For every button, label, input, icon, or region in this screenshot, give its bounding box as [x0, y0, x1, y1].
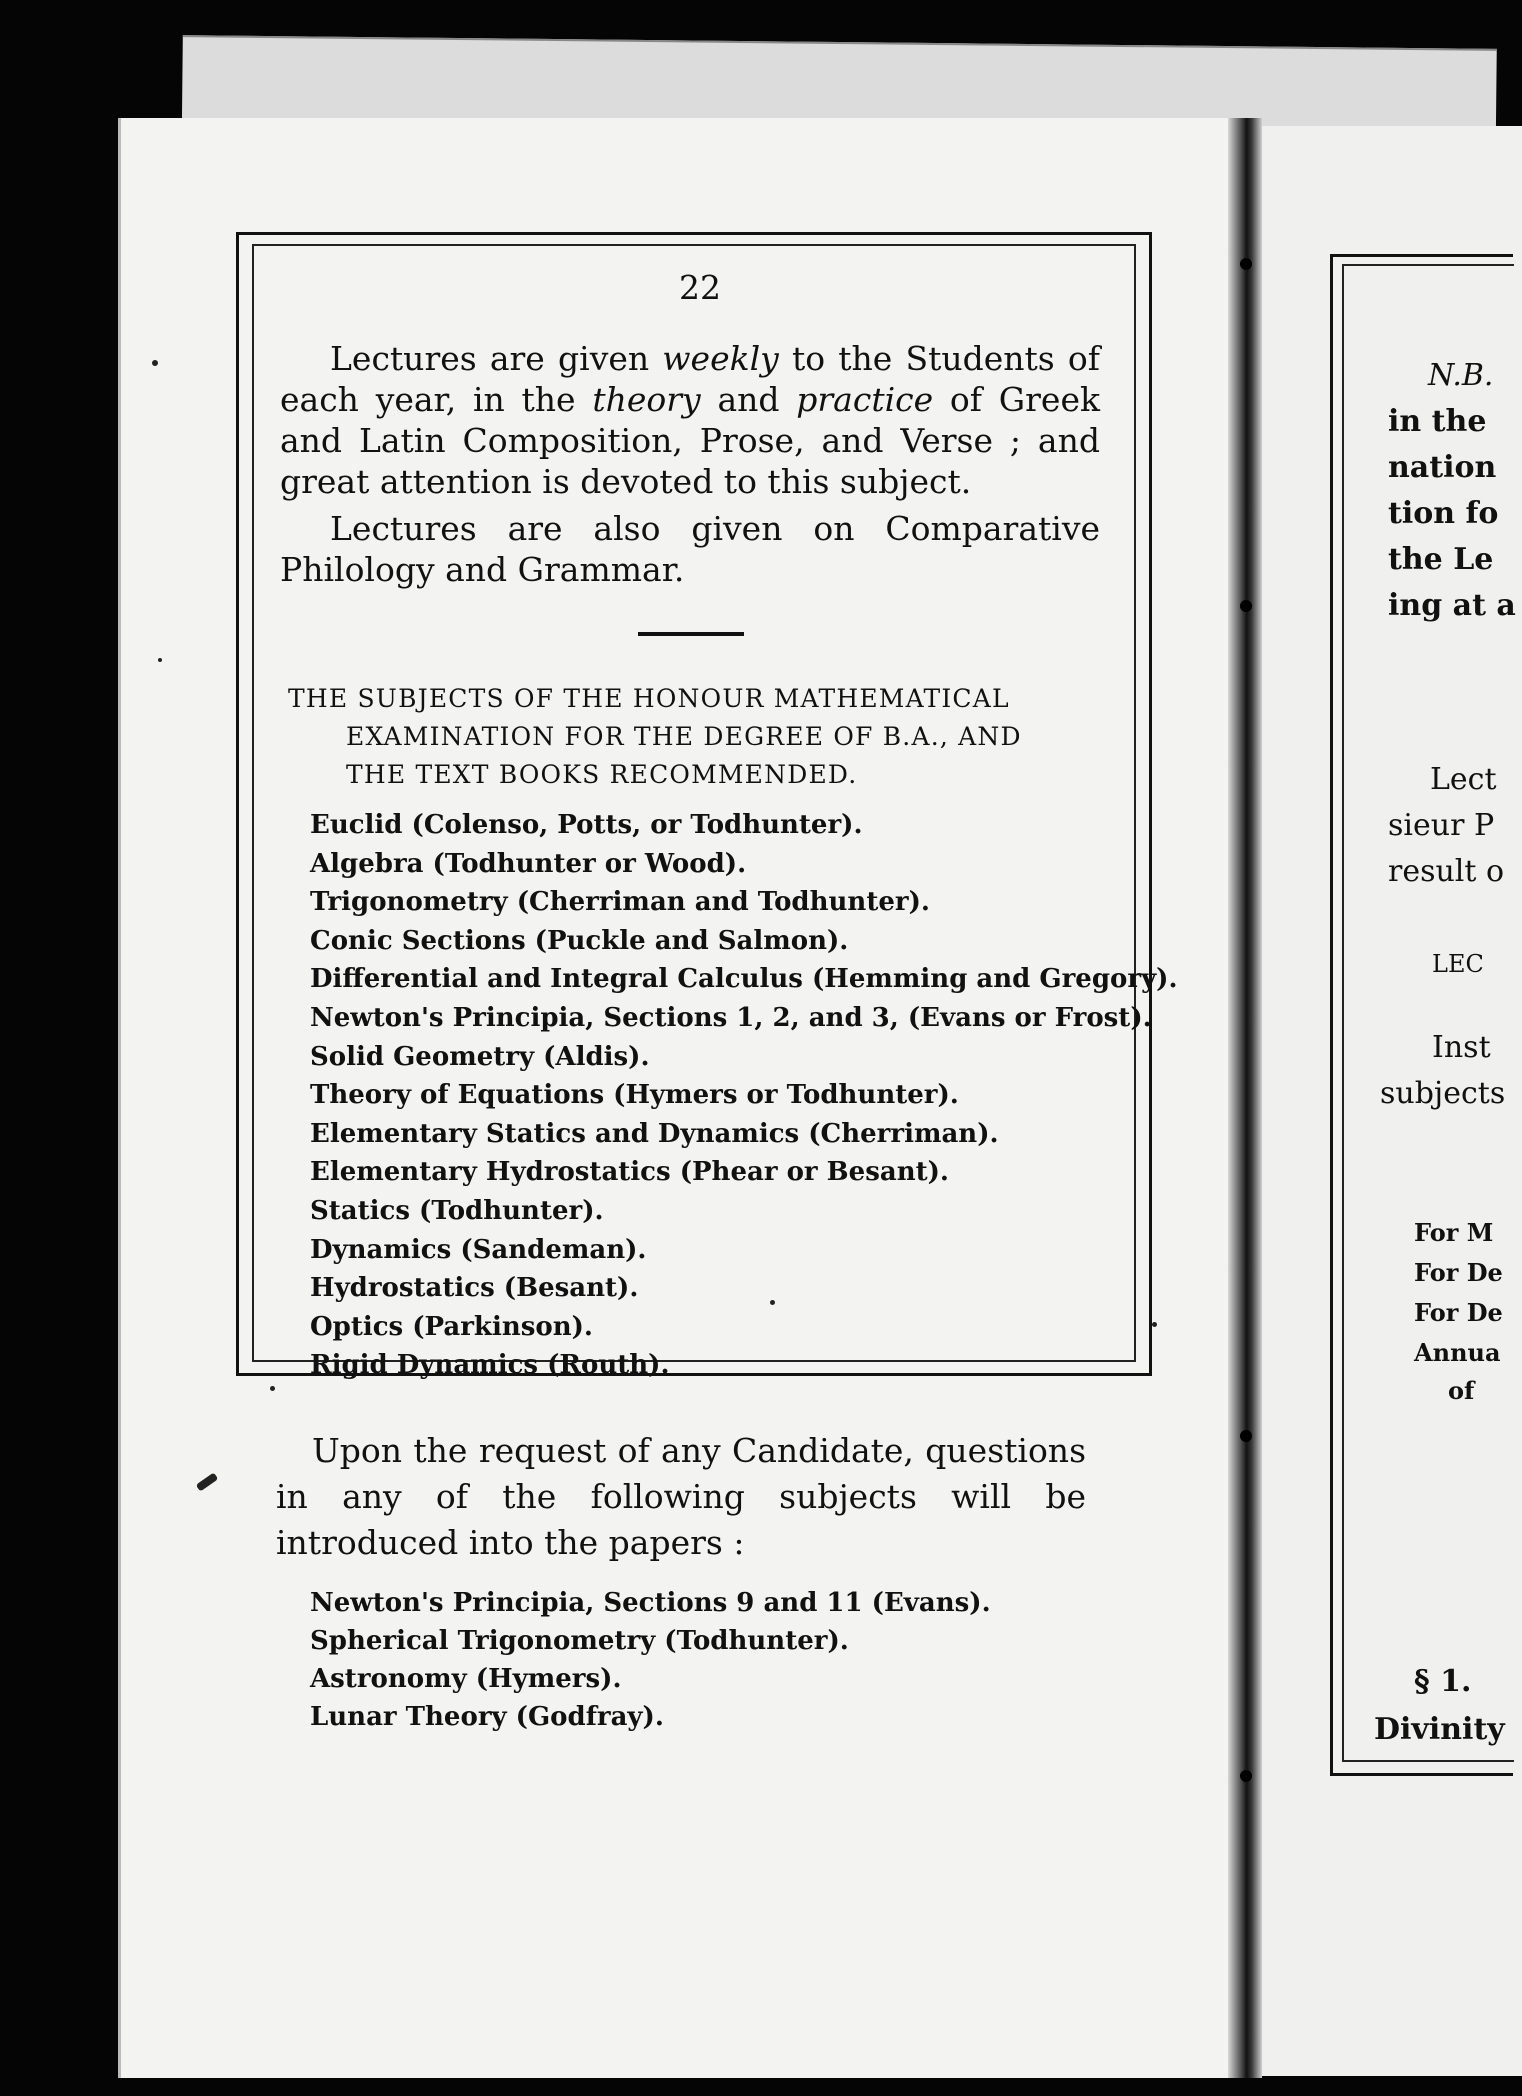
- right-fragment: ing at a: [1388, 588, 1516, 623]
- list-item: Statics (Todhunter).: [310, 1195, 604, 1226]
- paragraph-lectures: Lectures are given weekly to the Students of each year, in the theory and practice of Greek and Latin Composition, Prose, and Verse ; and great attention is devoted to this subject.: [280, 339, 1100, 501]
- list-item: Algebra (Todhunter or Wood).: [310, 848, 747, 879]
- right-fragment: N.B.: [1428, 358, 1494, 393]
- right-fragment: the Le: [1388, 542, 1494, 577]
- paragraph-philology: Lectures are also given on Comparative Philology and Grammar.: [280, 509, 1100, 589]
- list-item: Elementary Hydrostatics (Phear or Besant).: [310, 1157, 949, 1188]
- list-item: Dynamics (Sandeman).: [310, 1234, 647, 1265]
- list-item: Conic Sections (Puckle and Salmon).: [310, 925, 849, 956]
- right-fragment: Divinity: [1374, 1712, 1505, 1747]
- scan-speck: [270, 1386, 275, 1391]
- list-item: Theory of Equations (Hymers or Todhunter).: [310, 1080, 959, 1111]
- right-page-border-inner: [1342, 264, 1514, 1762]
- list-item: Optics (Parkinson).: [310, 1311, 593, 1342]
- right-fragment: sieur P: [1388, 808, 1495, 843]
- right-fragment: subjects: [1380, 1076, 1506, 1111]
- right-fragment: of: [1448, 1376, 1475, 1405]
- list-item: Solid Geometry (Aldis).: [310, 1041, 650, 1072]
- scan-speck: [152, 360, 158, 366]
- right-fragment: For M: [1414, 1218, 1494, 1247]
- list-item: Rigid Dynamics (Routh).: [310, 1350, 670, 1381]
- section-heading: THE SUBJECTS OF THE HONOUR MATHEMATICAL EXAMINATION FOR THE DEGREE OF B.A., AND THE TEXT BOOKS RECOMMENDED.: [288, 684, 1022, 789]
- section-divider: [638, 632, 744, 636]
- list-item: Euclid (Colenso, Potts, or Todhunter).: [310, 810, 863, 840]
- right-fragment: tion fo: [1388, 496, 1499, 531]
- list-item: Trigonometry (Cherriman and Todhunter).: [310, 887, 930, 918]
- book-gutter: [1228, 118, 1262, 2078]
- list-item: Newton's Principia, Sections 9 and 11 (Evans).: [310, 1588, 991, 1618]
- right-fragment: For De: [1414, 1258, 1503, 1287]
- list-item: Astronomy (Hymers).: [310, 1664, 622, 1694]
- list-item: Differential and Integral Calculus (Hemming and Gregory).: [310, 964, 1178, 995]
- right-fragment: Inst: [1432, 1030, 1491, 1065]
- list-item: Hydrostatics (Besant).: [310, 1273, 639, 1304]
- right-fragment: in the: [1388, 404, 1487, 439]
- scan-speck: [158, 658, 162, 662]
- page-number: 22: [679, 268, 721, 307]
- classics-section: [280, 338, 1100, 590]
- binding-stitch: [1240, 1770, 1252, 1782]
- right-fragment: § 1.: [1414, 1664, 1472, 1699]
- subjects-list: [310, 806, 1178, 1385]
- paragraph-optional-subjects: Upon the request of any Candidate, questions in any of the following subjects will be introduced into the papers :: [276, 1431, 1086, 1562]
- binding-stitch: [1240, 258, 1252, 270]
- right-fragment: Lect: [1430, 762, 1497, 797]
- list-item: Newton's Principia, Sections 1, 2, and 3, (Evans or Frost).: [310, 1002, 1152, 1033]
- right-fragment: nation: [1388, 450, 1497, 485]
- right-fragment: Annua: [1414, 1338, 1501, 1367]
- scan-speck: [770, 1300, 775, 1305]
- binding-stitch: [1240, 1430, 1252, 1442]
- list-item: Elementary Statics and Dynamics (Cherriman).: [310, 1118, 999, 1149]
- binding-stitch: [1240, 600, 1252, 612]
- right-fragment: LEC: [1432, 950, 1484, 978]
- list-item: Lunar Theory (Godfray).: [310, 1702, 664, 1732]
- scan-speck: [1152, 1322, 1157, 1327]
- right-fragment: For De: [1414, 1298, 1503, 1327]
- list-item: Spherical Trigonometry (Todhunter).: [310, 1626, 849, 1656]
- right-fragment: result o: [1388, 854, 1505, 889]
- optional-subjects-list: [310, 1584, 991, 1736]
